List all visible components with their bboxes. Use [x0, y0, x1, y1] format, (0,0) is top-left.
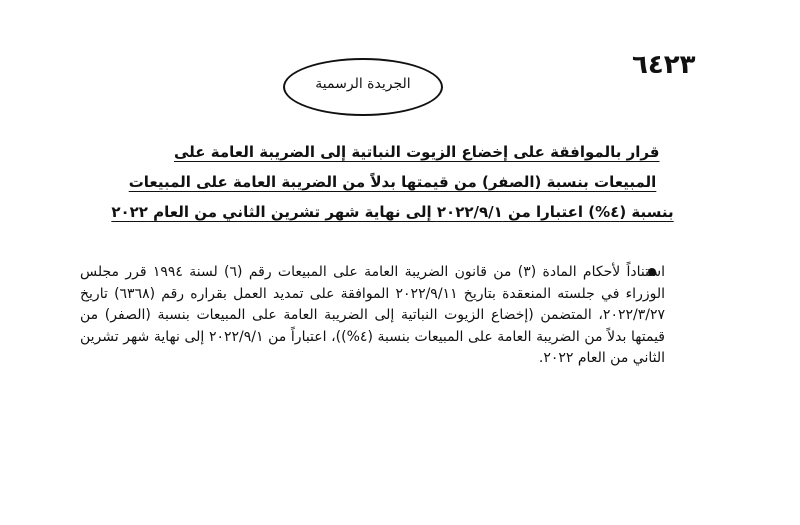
decision-title-line-2: المبيعات بنسبة (الصفر) من قيمتها بدلاً من الضريبة العامة على المبيعات [128, 173, 657, 191]
page-number: ٦٤٢٣ [632, 50, 696, 80]
decision-title-line-1: قرار بالموافقة على إخضاع الزيوت النباتية إلى الضريبة العامة على [174, 143, 660, 161]
gazette-masthead-title: الجريدة الرسمية [315, 76, 411, 92]
decision-title-line-3: بنسبة (٤%) اعتبارا من ٢٠٢٢/٩/١ إلى نهاية شهر تشرين الثاني من العام ٢٠٢٢ [111, 203, 674, 221]
decision-paragraph: استناداً لأحكام المادة (٣) من قانون الضريبة العامة على المبيعات رقم (٦) لسنة ١٩٩٤ قرر مجلس الوزراء في جلسته المنعقدة بتاريخ ٢٠٢٢/٩/١١ الموافقة على تمديد العمل بقراره رقم (٦٣٦٨) تاريخ ٢٠٢٢/٣/٢٧، المتضمن (إخضاع الزيوت النباتية إلى الضريبة العامة على المبيعات بنسبة (الصفر) من قيمتها بدلاً من الضريبة العامة على المبيعات بنسبة (٤%))، اعتباراً من ٢٠٢٢/٩/١ إلى نهاية شهر تشرين الثاني من العام ٢٠٢٢. [80, 264, 665, 366]
gazette-masthead-oval [283, 58, 443, 116]
decision-title [80, 137, 705, 227]
decision-body [80, 262, 665, 370]
